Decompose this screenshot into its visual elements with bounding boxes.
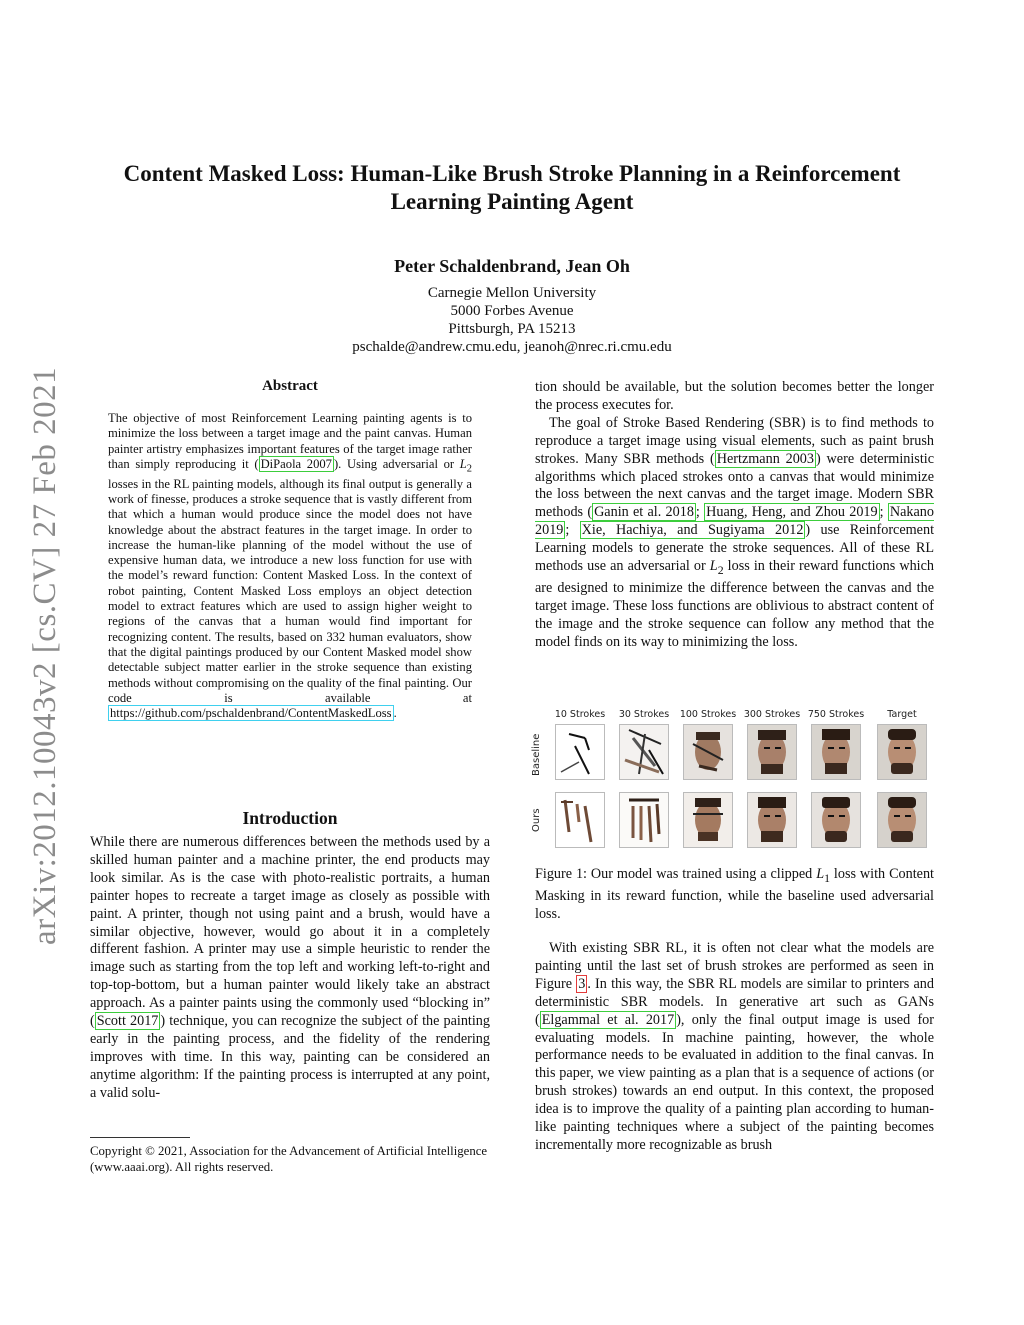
rl-text-3: ), only the final output image is used for evaluating models. In machine painting, however, the whole performance needs to be evaluated in addition to the final canvas. In this paper, we view painting as a plan that is a sequence of actions (or brush strokes) towards an end output. In this context, the proposed idea is to improve the quality of a painting plan according to human-like painting techniques where a subject of the painting becomes incrementally more recognizable as brush (535, 1011, 934, 1153)
ours-300-strokes-image (747, 792, 797, 848)
figure-1 (531, 706, 934, 856)
figure-1-caption (535, 866, 934, 924)
intro-text-2: ) technique, you can recognize the subject of the painting early in the painting process, and the fidelity of the rendering improves with time. In this way, painting can be considered an anytime algorithm: If the painting process is interrupted at any point, a valid solu- (90, 1013, 490, 1101)
citation-dipaola[interactable]: DiPaola 2007 (260, 456, 332, 471)
rl-text-1: With existing SBR RL, it is often not clear what the models are painting until the last set of brush strokes are performed as seen in Figure (535, 940, 934, 992)
abstract-text-2a: ). Using adversarial or (333, 456, 460, 471)
abstract-end: . (393, 706, 397, 721)
ours-100-strokes-image (683, 792, 733, 848)
ours-10-strokes-image (555, 792, 605, 848)
affiliation-university: Carnegie Mellon University (427, 285, 597, 301)
baseline-750-strokes-image (811, 724, 861, 780)
baseline-100-strokes-image (683, 724, 733, 780)
separator: ; (695, 504, 705, 521)
baseline-target-image (877, 724, 927, 780)
title-line-2: Learning Painting Agent (390, 189, 634, 214)
baseline-10-strokes-image (555, 724, 605, 780)
title-line-1: Content Masked Loss: Human-Like Brush Stroke Planning in a Reinforcement (123, 161, 901, 186)
footnote-rule (90, 1137, 190, 1138)
citation-scott[interactable]: Scott 2017 (96, 1013, 159, 1030)
authors: Peter Schaldenbrand, Jean Oh (394, 256, 630, 276)
l2-symbol: L (459, 456, 467, 471)
column-label-750: 750 Strokes (807, 709, 865, 720)
l2-subscript: 2 (717, 562, 724, 577)
l1-symbol: L (816, 866, 825, 882)
right-text-0: tion should be available, but the solution becomes better the longer the process executes for. (535, 379, 934, 413)
l2-subscript: 2 (466, 463, 472, 475)
affiliation-street: 5000 Forbes Avenue (450, 303, 574, 319)
abstract-heading: Abstract (262, 378, 318, 394)
caption-text-a: Figure 1: Our model was trained using a clipped (535, 866, 817, 882)
rl-text-2: . In this way, the SBR RL models are similar to printers and deterministic SBR models. In generative art such as GANs ( (535, 975, 934, 1028)
baseline-300-strokes-image (747, 724, 797, 780)
sbr-text-c: ) use Reinforcement Learning models to generate the stroke sequences. All of these RL methods use an adversarial or (535, 522, 935, 575)
citation-nakano[interactable]: Nakano 2019 (535, 504, 934, 539)
paper-title (80, 160, 944, 216)
citation-hertzmann[interactable]: Hertzmann 2003 (716, 450, 814, 467)
affiliation-emails: pschalde@andrew.cmu.edu, jeanoh@nrec.ri.cmu.edu (352, 339, 672, 355)
sbr-rl-paragraph (535, 940, 934, 1155)
caption-text-b: loss with Content Masking in its reward function, while the baseline used adversarial loss. (535, 866, 934, 922)
row-label-ours: Ours (531, 808, 542, 832)
copyright-notice: Copyright © 2021, Association for the Advancement of Artificial Intelligence (www.aaai.org). All rights reserved. (90, 1144, 488, 1174)
ours-750-strokes-image (811, 792, 861, 848)
sbr-text-b: ) were deterministic algorithms which placed strokes onto a canvas that would minimize the loss between the next canvas and the target image. Modern SBR methods ( (535, 450, 935, 521)
separator: ; (565, 522, 580, 539)
figure-reference[interactable]: 3 (578, 975, 586, 992)
ours-target-image (877, 792, 927, 848)
l1-subscript: 1 (824, 870, 830, 885)
citation-ganin[interactable]: Ganin et al. 2018 (594, 504, 694, 521)
sbr-paragraph (535, 415, 934, 652)
column-label-target: Target (887, 709, 917, 720)
abstract-text-2b: losses in the RL painting models, although its final output is generally a work of finesse, produces a stroke sequence that is vastly different from that which a human would produce since the model does not have knowledge about the abstract features in the target image. In order to increase the human-like planning of the model without the use of expensive human data, we introduce a new loss function for use with the model’s reward function: Content Masked Loss. In the context of robot painting, Content Masked Loss employs an object detection model to extract features which are used to assign higher weight to regions of the canvas that a human would find important for recognizing content. The results, based on 332 human evaluators, show that the digital paintings produced by our Content Masked model show detectable subject matter earlier in the stroke sequence than existing methods without compromising on the quality of the final painting. Our code is available at (108, 476, 472, 705)
right-column-body (535, 379, 934, 651)
abstract-text-1: The objective of most Reinforcement Learning painting agents is to minimize the loss between a target image and the paint canvas. Human painter artistry emphasizes important features of the target image rather than simply reproducing it ( (108, 411, 472, 471)
citation-xie[interactable]: Xie, Hachiya, and Sugiyama 2012 (581, 522, 804, 539)
affiliation (80, 284, 944, 356)
l2-symbol: L (709, 558, 718, 575)
baseline-30-strokes-image (619, 724, 669, 780)
row-label-baseline: Baseline (531, 733, 542, 776)
column-label-30: 30 Strokes (618, 709, 670, 720)
citation-elgammal[interactable]: Elgammal et al. 2017 (541, 1011, 675, 1028)
column-label-10: 10 Strokes (554, 709, 606, 720)
column-label-100: 100 Strokes (679, 709, 737, 720)
separator: ; (879, 504, 888, 521)
introduction-heading: Introduction (242, 808, 338, 828)
sbr-text-a: The goal of Stroke Based Rendering (SBR) is to find methods to reproduce a target image using visual elements, such as paint brush strokes. Many SBR methods ( (535, 414, 934, 467)
affiliation-city: Pittsburgh, PA 15213 (448, 321, 576, 337)
abstract-body (108, 411, 472, 721)
citation-huang[interactable]: Huang, Heng, and Zhou 2019 (706, 504, 878, 521)
intro-text-1: While there are numerous differences between the methods used by a skilled human painter and a machine printer, the end products may look similar. As is the case with photo-realistic portraits, a human painter hopes to recreate a target image as closely as possible with paint. A printer, though not using paint and a brush, would have a similar objective, however, would go about it in a completely different fashion. A printer may use a simple heuristic to render the image such as starting from the top left and working left-to-right and top-top-bottom, but a human painter would likely take an abstract approach. As a painter paints using the commonly used “blocking in” ( (90, 834, 490, 1030)
sbr-text-d: loss in their reward functions which are designed to minimize the difference between the canvas and the target image. These loss functions are oblivious to abstract content of the image and the stroke sequence can follow any method that the model finds on its way to minimizing the loss. (535, 558, 935, 650)
ours-30-strokes-image (619, 792, 669, 848)
column-label-300: 300 Strokes (743, 709, 801, 720)
code-link[interactable]: https://github.com/pschaldenbrand/ContentMaskedLoss (110, 706, 392, 721)
arxiv-identifier: arXiv:2012.10043v2 [cs.CV] 27 Feb 2021 (27, 366, 63, 945)
introduction-body (90, 834, 490, 1103)
